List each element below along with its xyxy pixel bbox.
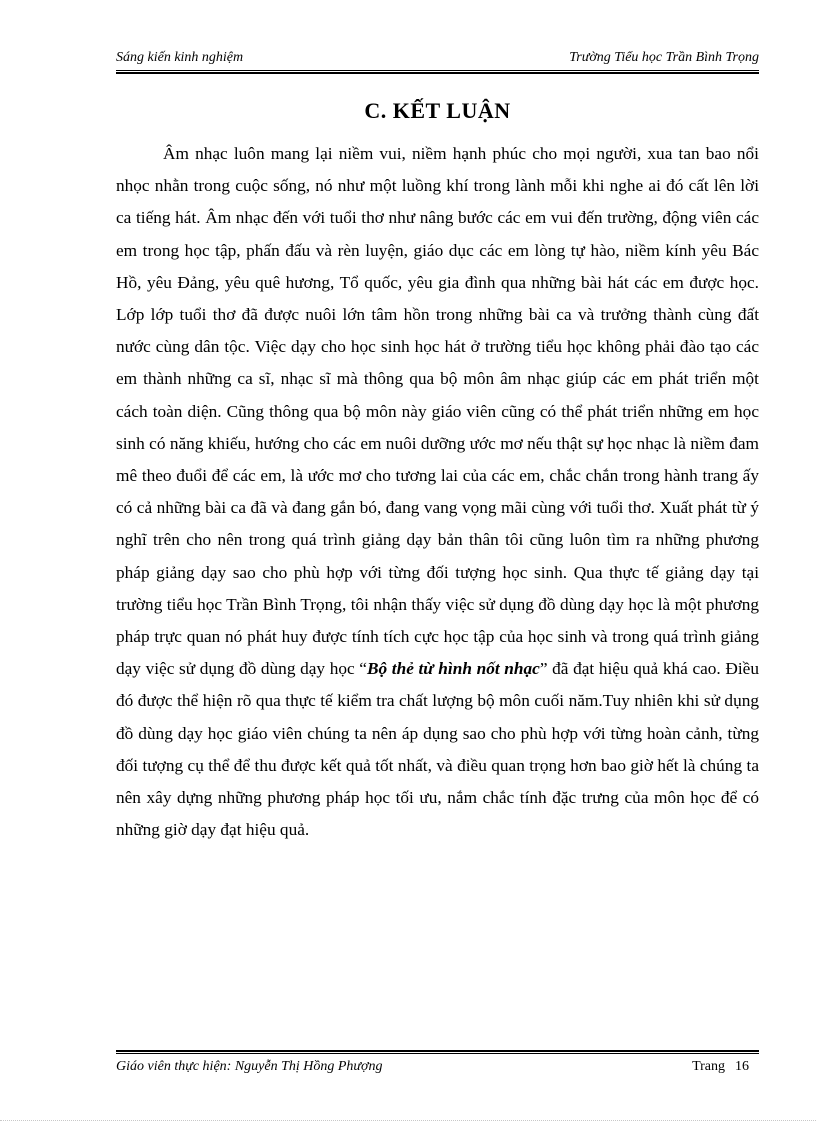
page-footer <box>116 1057 759 1079</box>
footer-divider <box>116 1050 759 1054</box>
paragraph-text-part-1: Âm nhạc luôn mang lại niềm vui, niềm hạnh phúc cho mọi người, xua tan bao nổi nhọc nhằn trong cuộc sống, nó như một luồng khí trong lành mỗi khi nghe ai đó cất lên lời ca tiếng hát. Âm nhạc đến với tuổi thơ như nâng bước các em vui đến trường, động viên các em trong học tập, phấn đấu và rèn luyện, giáo dục các em lòng tự hào, niềm kính yêu Bác Hồ, yêu Đảng, yêu quê hương, Tổ quốc, yêu gia đình qua những bài hát các em được học. Lớp lớp tuổi thơ đã được nuôi lớn tâm hồn trong những bài ca và trưởng thành cùng đất nước cùng dân tộc. Việc dạy cho học sinh học hát ở trường tiểu học không phải đào tạo các em thành những ca sĩ, nhạc sĩ mà thông qua bộ môn âm nhạc giúp các em phát triển một cách toàn diện. Cũng thông qua bộ môn này giáo viên cũng có thể phát triển những em học sinh có năng khiếu, hướng cho các em nuôi dưỡng ước mơ nếu thật sự học nhạc là niềm đam mê theo đuổi để các em, là ước mơ cho tương lai của các em, chắc chắn trong hành trang ấy có cả những bài ca đã và đang gắn bó, đang vang vọng mãi cùng với tuổi thơ. Xuất phát từ ý nghĩ trên cho nên trong quá trình giảng dạy bản thân tôi cũng luôn tìm ra những phương pháp giảng dạy sao cho phù hợp với từng đối tượng học sinh. Qua thực tế giảng dạy tại trường tiểu học Trần Bình Trọng, tôi nhận thấy việc sử dụng đồ dùng dạy học là một phương pháp trực quan nó phát huy được tính tích cực học tập của học sinh và trong quá trình giảng dạy việc sử dụng đồ dùng dạy học “ <box>116 144 759 679</box>
paragraph-text-part-2: ” đã đạt hiệu quả khá cao. Điều đó được thể hiện rõ qua thực tế kiểm tra chất lượng bộ môn cuối năm.Tuy nhiên khi sử dụng đồ dùng dạy học giáo viên chúng ta nên áp dụng sao cho phù hợp với từng hoàn cảnh, từng đối tượng cụ thể để thu được kết quả tốt nhất, và điều quan trọng hơn bao giờ hết là chúng ta nên xây dựng những phương pháp học tối ưu, nắm chắc tính đặc trưng của môn học để có những giờ dạy đạt hiệu quả. <box>116 659 759 840</box>
header-document-type: Sáng kiến kinh nghiệm <box>116 50 244 65</box>
footer-author: Giáo viên thực hiện: Nguyễn Thị Hồng Phượng <box>116 1059 383 1074</box>
header-school-name: Trường Tiểu học Trần Bình Trọng <box>569 50 759 65</box>
page-indicator <box>692 1059 749 1075</box>
header-divider <box>116 70 759 74</box>
section-title: C. KẾT LUẬN <box>364 98 511 123</box>
page-label: Trang <box>692 1059 725 1074</box>
page-header <box>116 48 759 72</box>
page-number: 16 <box>735 1059 749 1074</box>
paragraph-emphasis: Bộ thẻ từ hình nốt nhạc <box>366 659 540 679</box>
page-bottom-edge <box>0 1120 816 1121</box>
conclusion-paragraph <box>116 138 759 846</box>
